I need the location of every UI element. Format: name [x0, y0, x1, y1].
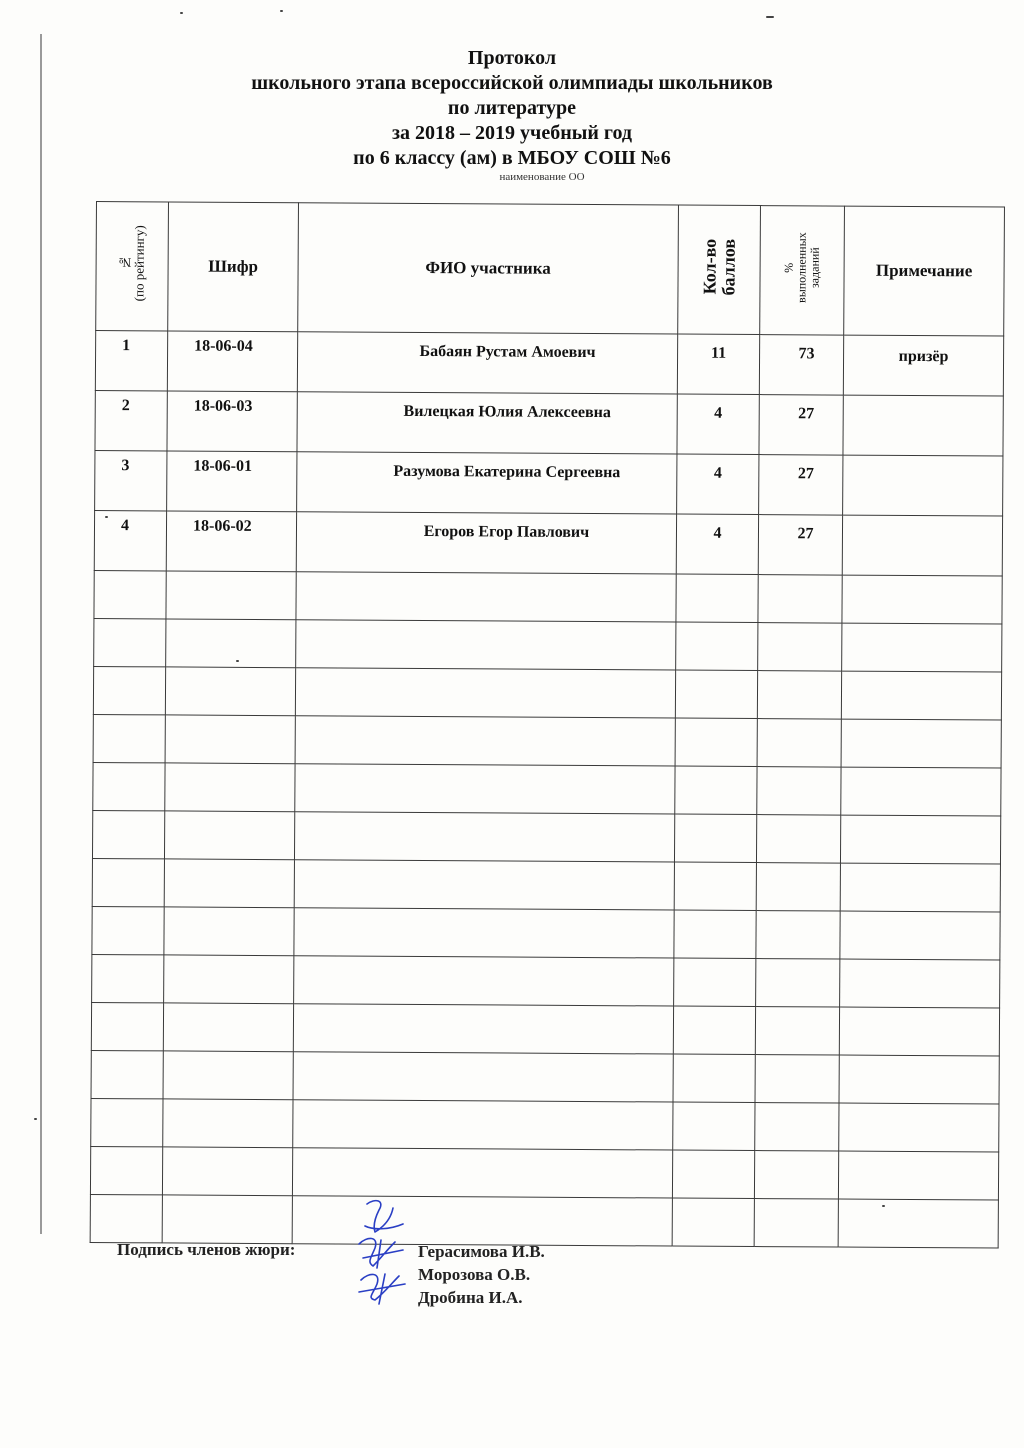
empty-row [92, 858, 1000, 912]
cell-pct: 27 [759, 455, 843, 516]
doc-class-school: по 6 классу (ам) в МБОУ СОШ №6 [353, 147, 671, 169]
header-score-line1: Кол-во [698, 239, 720, 296]
jury-member: Дробина И.А. [418, 1288, 523, 1307]
header-pct-line2: выполненных [794, 232, 809, 304]
jury-member: Морозова О.В. [418, 1265, 531, 1284]
header-code: Шифр [168, 202, 299, 332]
cell-pct: 73 [759, 335, 843, 396]
header-pct-line1: % [781, 262, 796, 273]
protocol-table-wrapper [90, 201, 1004, 1216]
cell-name: Егоров Егор Павлович [296, 512, 676, 574]
empty-row [93, 666, 1001, 720]
cell-pct: 27 [758, 515, 842, 576]
cell-note [843, 455, 1003, 516]
empty-row [91, 1098, 999, 1152]
table-row [95, 450, 1003, 516]
signature-block [0, 1230, 1024, 1320]
doc-year: за 2018 – 2019 учебный год [392, 122, 632, 144]
scan-speck [766, 16, 774, 18]
cell-score: 4 [677, 394, 759, 454]
cell-note [843, 395, 1003, 456]
table-row [95, 390, 1003, 456]
empty-row [92, 954, 1000, 1008]
scan-speck [280, 10, 283, 12]
table-header-row [96, 202, 1005, 337]
cell-score: 11 [677, 334, 759, 394]
cell-code: 18-06-02 [166, 511, 296, 572]
doc-subtitle: школьного этапа всероссийской олимпиады школьников [251, 72, 773, 94]
cell-name: Бабаян Рустам Амоевич [297, 332, 677, 394]
header-num [96, 202, 169, 331]
handwritten-signature [345, 1196, 425, 1316]
empty-row [91, 1050, 999, 1104]
cell-score: 4 [676, 514, 758, 574]
cell-note: призёр [843, 335, 1003, 396]
header-score [678, 205, 761, 334]
cell-name: Разумова Екатерина Сергеевна [297, 452, 677, 514]
doc-title: Протокол [467, 47, 557, 69]
empty-row [94, 618, 1002, 672]
jury-member: Герасимова И.В. [418, 1242, 545, 1261]
empty-row [92, 810, 1000, 864]
cell-num: 3 [95, 450, 167, 510]
empty-row [93, 762, 1001, 816]
scan-speck [180, 12, 183, 14]
scan-speck [236, 660, 239, 662]
header-num-line1: № [117, 256, 133, 272]
table-row [94, 510, 1002, 576]
header-score-line2: баллов [717, 238, 739, 296]
doc-org-caption: наименование ОО [499, 171, 585, 183]
cell-score: 4 [677, 454, 759, 514]
cell-code: 18-06-01 [167, 451, 297, 512]
scan-speck [105, 516, 108, 518]
cell-num: 1 [95, 331, 167, 391]
scan-speck [882, 1205, 885, 1207]
cell-name: Вилецкая Юлия Алексеевна [297, 392, 677, 454]
signature-label: Подпись членов жюри: [117, 1240, 296, 1259]
cell-code: 18-06-04 [167, 331, 297, 392]
doc-subject: по литературе [447, 97, 577, 119]
cell-num: 2 [95, 390, 167, 450]
header-name: ФИО участника [298, 203, 679, 334]
header-note: Примечание [844, 206, 1005, 336]
empty-row [90, 1146, 998, 1200]
scan-speck [34, 1118, 37, 1120]
protocol-table [90, 201, 1005, 1249]
header-pct-line3: заданий [807, 247, 822, 289]
table-row [95, 331, 1003, 397]
empty-row [94, 570, 1002, 624]
document-header [0, 46, 1024, 183]
margin-line [40, 34, 42, 1234]
cell-note [842, 515, 1002, 576]
header-pct [760, 206, 845, 336]
empty-row [93, 714, 1001, 768]
empty-row [91, 1002, 999, 1056]
cell-num: 4 [94, 510, 166, 570]
jury-list [418, 1240, 545, 1309]
empty-row [92, 906, 1000, 960]
cell-code: 18-06-03 [167, 391, 297, 452]
cell-pct: 27 [759, 395, 843, 456]
header-num-line2: (по рейтингу) [130, 225, 147, 302]
